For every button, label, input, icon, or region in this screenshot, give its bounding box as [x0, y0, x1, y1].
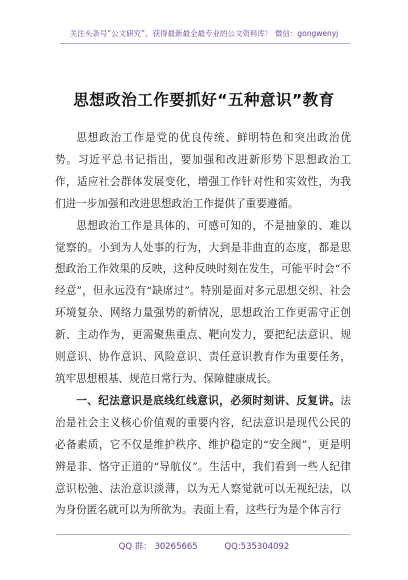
document-body — [55, 128, 351, 522]
footer-qq-group: QQ 群： 30265665 — [118, 542, 198, 552]
section-1-text: 法治是社会主义核心价值观的重要内容，纪法意识是现代公民的必备素质，它不仅是维护秩序、维护稳定的“安全阀”，更是明辨是非、恪守正道的“导航仪”。生活中，我们看到一些人纪律意识松弛、法治意识淡薄，以为无人察觉就可以无视纪法，以为身份匿名就可以为所欲为。表面上看，这些行为是个体言行 — [55, 394, 351, 517]
paragraph-1: 思想政治工作是党的优良传统、鲜明特色和突出政治优势。习近平总书记指出，要加强和改进新形势下思想政治工作，适应社会群体发展变化，增强工作针对性和实效性，为我们进一步加强和改进思想政治工作提供了重要遵循。 — [55, 132, 351, 210]
section-1-heading: 一、纪法意识是底线红线意识，必须时刻讲、反复讲。 — [76, 394, 341, 407]
footer-divider — [56, 534, 350, 535]
footer-qq-number: QQ:535304092 — [224, 542, 290, 552]
footer-contact — [0, 540, 408, 552]
paragraph-2: 思想政治工作是具体的、可感可知的，不是抽象的、难以觉察的。小到为人处事的行为，大到是非曲直的态度，都是思想政治工作效果的反映，这种反映时刻在发生，可能平时会“不经意”，但永远没有“缺席过”。特别是面对多元思想交织、社会环境复杂、网络力量强势的新情况，思想政治工作更需守正创新、主动作为，更需聚焦重点、靶向发力，要把纪法意识、规则意识、协作意识、风险意识、责任意识教育作为重要任务，筑牢思想根基、规范日常行为、保障健康成长。 — [55, 219, 351, 385]
paragraph-3 — [55, 391, 351, 522]
document-title: 思想政治工作要抓好“五种意识”教育 — [73, 91, 335, 109]
header-banner: 关注头条号“公文研究”，获得最新最全最专业的公文资料库！ 微信：gongwenyj — [69, 29, 339, 38]
header-divider — [60, 43, 350, 44]
